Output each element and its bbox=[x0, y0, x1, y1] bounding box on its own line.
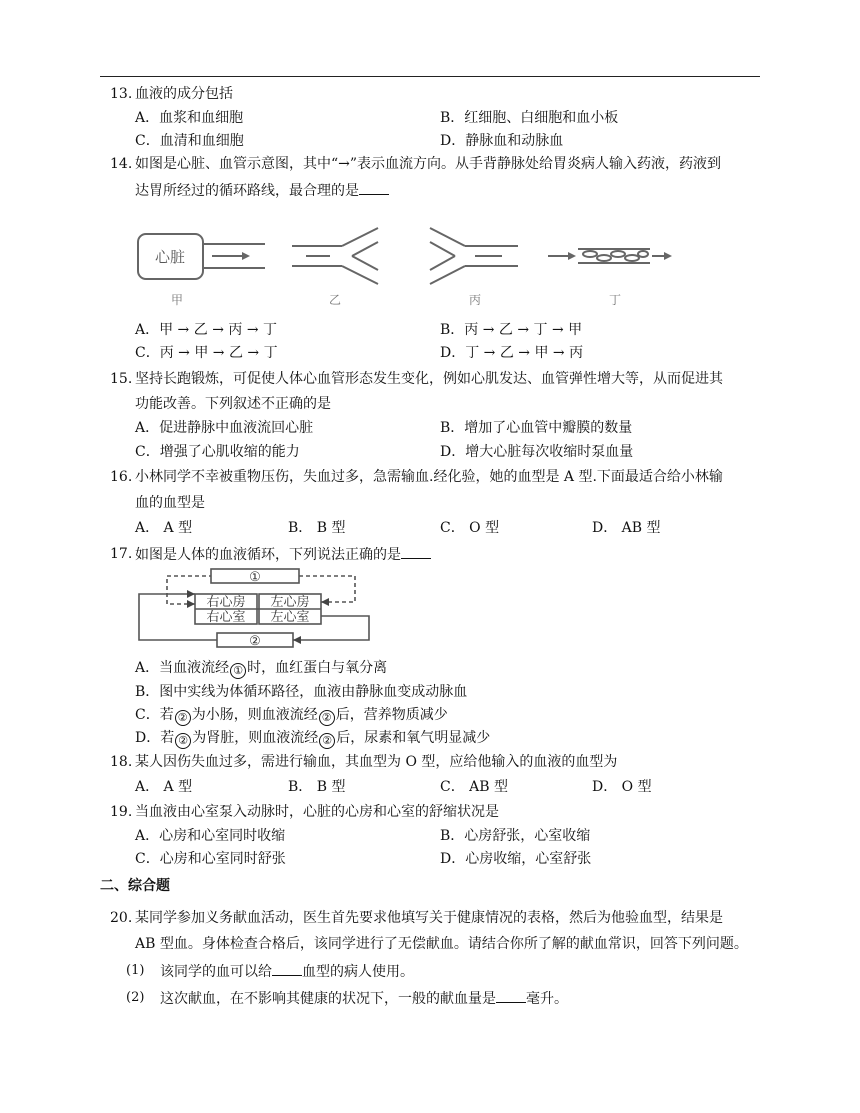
fig-box-1: ① bbox=[249, 570, 261, 585]
q18-stem: 某人因伤失血过多，需进行输血，其血型为 O 型，应给他输入的血液的血型为 bbox=[135, 754, 618, 770]
q20-sub1-post: 血型的病人使用。 bbox=[302, 964, 414, 980]
q17-d-pre: D．若 bbox=[135, 730, 175, 746]
q20-sub2-blank bbox=[496, 988, 526, 1003]
q16-stem-line2: 血的血型是 bbox=[135, 495, 205, 511]
q16-option-d: D． AB 型 bbox=[592, 520, 661, 536]
q14-stem-line2: 达胃所经过的循环路线，最合理的是 bbox=[135, 183, 359, 199]
q14-option-b: B．丙 → 乙 → 丁 → 甲 bbox=[440, 322, 583, 338]
q20-sub1 bbox=[160, 961, 414, 982]
q13-option-c: C．血清和血细胞 bbox=[135, 133, 244, 149]
q20-stem-line1: 某同学参加义务献血活动，医生首先要求他填写关于健康情况的表格，然后为他验血型，结果是 bbox=[135, 910, 723, 926]
q16-stem-line1: 小林同学不幸被重物压伤，失血过多，急需输血.经化验，她的血型是 A 型.下面最适合给小林输 bbox=[135, 469, 723, 485]
q17-a-circle: ① bbox=[230, 663, 246, 679]
q19-option-a: A．心房和心室同时收缩 bbox=[135, 828, 286, 844]
q15-option-a: A．促进静脉中血液流回心脏 bbox=[135, 420, 314, 436]
q17-option-d bbox=[135, 728, 490, 749]
q14-stem-line1: 如图是心脏、血管示意图，其中“→”表示血流方向。从手背静脉处给胃炎病人输入药液，药液到 bbox=[135, 156, 722, 172]
q20-sub1-blank bbox=[272, 961, 302, 976]
q17-option-b: B．图中实线为体循环路径，血液由静脉血变成动脉血 bbox=[135, 684, 468, 700]
q15-stem-line2: 功能改善。下列叙述不正确的是 bbox=[135, 396, 331, 412]
q20-sub2-pre: 这次献血，在不影响其健康的状况下，一般的献血量是 bbox=[160, 991, 496, 1007]
q17-c-post: 后，营养物质减少 bbox=[335, 707, 448, 723]
q17-stem-wrap bbox=[135, 544, 431, 565]
q17-d-mid: 为肾脏，则血液流经 bbox=[192, 730, 319, 746]
q17-c-mid: 为小肠，则血液流经 bbox=[191, 707, 318, 723]
q17-circulation-figure bbox=[133, 566, 378, 654]
q18-option-b: B． B 型 bbox=[288, 779, 346, 795]
fig-box-2: ② bbox=[249, 634, 261, 649]
q17-d-post: 后，尿素和氧气明显减少 bbox=[336, 730, 491, 746]
q17-option-c bbox=[135, 705, 448, 726]
q17-c-pre: C．若 bbox=[135, 707, 174, 723]
q19-option-c: C．心房和心室同时舒张 bbox=[135, 851, 286, 867]
q20-sub1-number: (1) bbox=[126, 963, 145, 978]
q17-a-pre: A．当血液流经 bbox=[135, 660, 230, 676]
heart-label: 心脏 bbox=[154, 248, 186, 266]
fig-left-ventricle: 左心室 bbox=[270, 610, 310, 625]
q20-number: 20. bbox=[110, 910, 133, 926]
fig-label-jia: 甲 bbox=[170, 293, 184, 307]
q19-stem: 当血液由心室泵入动脉时，心脏的心房和心室的舒缩状况是 bbox=[135, 804, 499, 820]
q19-option-d: D．心房收缩，心室舒张 bbox=[440, 851, 592, 867]
fig-right-ventricle: 右心室 bbox=[206, 610, 246, 625]
q19-number: 19. bbox=[110, 804, 133, 820]
q20-sub1-pre: 该同学的血可以给 bbox=[160, 964, 272, 980]
q14-option-a: A．甲 → 乙 → 丙 → 丁 bbox=[135, 322, 278, 338]
q13-option-d: D．静脉血和动脉血 bbox=[440, 133, 564, 149]
q14-answer-blank bbox=[359, 180, 389, 195]
section-heading-comprehensive: 二、综合题 bbox=[100, 878, 170, 894]
q14-option-d: D．丁 → 乙 → 甲 → 丙 bbox=[440, 345, 584, 361]
q15-stem-line1: 坚持长跑锻炼，可促使人体心血管形态发生变化，例如心肌发达、血管弹性增大等，从而促进其 bbox=[135, 371, 723, 387]
q20-sub2-post: 毫升。 bbox=[526, 991, 568, 1007]
q14-vessel-figure bbox=[130, 222, 690, 312]
q16-option-a: A． A 型 bbox=[135, 520, 193, 536]
fig-label-ding: 丁 bbox=[608, 293, 622, 307]
q16-number: 16. bbox=[110, 469, 133, 485]
q17-answer-blank bbox=[401, 544, 431, 559]
q18-option-a: A． A 型 bbox=[135, 779, 193, 795]
q15-option-d: D．增大心脏每次收缩时泵血量 bbox=[440, 444, 634, 460]
header-rule bbox=[100, 76, 760, 77]
q17-a-post: 时，血红蛋白与氧分离 bbox=[247, 660, 388, 676]
q20-sub2 bbox=[160, 988, 568, 1009]
q14-stem-line2-wrap bbox=[135, 180, 389, 201]
q16-option-b: B． B 型 bbox=[288, 520, 346, 536]
q18-option-c: C． AB 型 bbox=[440, 779, 509, 795]
q17-d-circle2: ② bbox=[319, 733, 335, 749]
q17-stem: 如图是人体的血液循环，下列说法正确的是 bbox=[135, 547, 401, 563]
q15-option-c: C．增强了心肌收缩的能力 bbox=[135, 444, 300, 460]
q20-stem-line2: AB 型血。身体检查合格后，该同学进行了无偿献血。请结合你所了解的献血常识，回答下列问题。 bbox=[135, 936, 748, 952]
q17-number: 17. bbox=[110, 546, 133, 562]
fig-left-atrium: 左心房 bbox=[270, 595, 310, 610]
fig-label-bing: 丙 bbox=[468, 293, 482, 307]
q13-stem: 血液的成分包括 bbox=[135, 86, 233, 102]
q17-c-circle2: ② bbox=[319, 710, 335, 726]
q14-option-c: C．丙 → 甲 → 乙 → 丁 bbox=[135, 345, 278, 361]
q13-option-a: A．血浆和血细胞 bbox=[135, 110, 244, 126]
q16-option-c: C． O 型 bbox=[440, 520, 500, 536]
fig-right-atrium: 右心房 bbox=[206, 595, 246, 610]
fig-label-yi: 乙 bbox=[328, 293, 342, 307]
q13-number: 13. bbox=[110, 86, 133, 102]
q17-c-circle1: ② bbox=[175, 710, 191, 726]
q19-option-b: B．心房舒张，心室收缩 bbox=[440, 828, 591, 844]
q14-number: 14. bbox=[110, 156, 133, 172]
q20-sub2-number: (2) bbox=[126, 990, 145, 1005]
q18-number: 18. bbox=[110, 754, 133, 770]
q18-option-d: D． O 型 bbox=[592, 779, 652, 795]
q15-option-b: B．增加了心血管中瓣膜的数量 bbox=[440, 420, 633, 436]
q15-number: 15. bbox=[110, 371, 133, 387]
q13-option-b: B．红细胞、白细胞和血小板 bbox=[440, 110, 619, 126]
q17-d-circle1: ② bbox=[175, 733, 191, 749]
q17-option-a bbox=[135, 658, 387, 679]
